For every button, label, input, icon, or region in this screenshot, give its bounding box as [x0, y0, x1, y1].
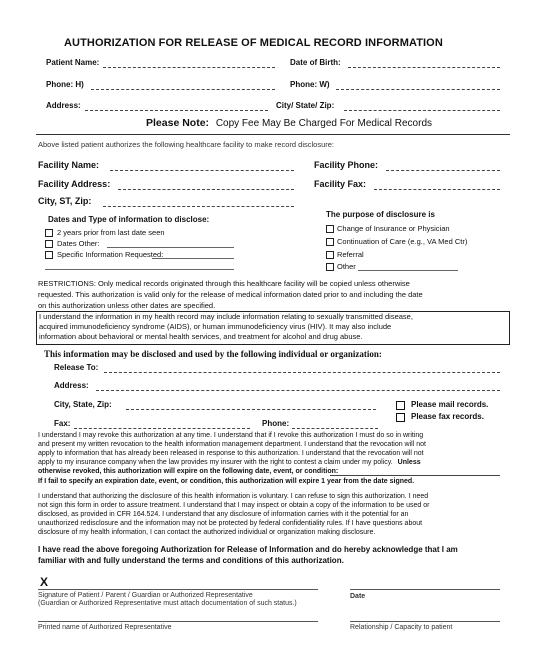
date-of-birth-field[interactable] — [348, 67, 500, 68]
notice-line: information about behavioral or mental health services, and treatment for alcohol and drug abuse. — [39, 332, 363, 341]
notice-line: I understand the information in my health record may include information relating to sexually transmitted disease, — [39, 312, 413, 321]
voluntary-line: unauthorized redisclosure and the information may not be protected by federal confidentiality rules. If I have questions about — [38, 520, 423, 527]
dates-other-field[interactable] — [107, 247, 234, 248]
specific-information-field[interactable] — [152, 258, 234, 259]
facility-phone-label: Facility Phone: — [314, 160, 379, 170]
release-fax-field[interactable] — [74, 428, 250, 429]
purpose-option-label: Other — [337, 262, 356, 271]
purpose-other-field[interactable] — [358, 270, 458, 271]
voluntary-line: I understand that authorizing the disclosure of this health information is voluntary. I can refuse to sign this authorization. I need — [38, 493, 429, 500]
voluntary-line: not sign this form in order to assure treatment. I understand that I may inspect or obtain a copy of the information to be used or — [38, 502, 430, 509]
patient-name-label: Patient Name: — [46, 58, 100, 67]
phone-home-label: Phone: H) — [46, 80, 84, 89]
dates-heading: Dates and Type of information to disclose: — [48, 215, 210, 224]
signature-caption: Signature of Patient / Parent / Guardian or Authorized Representative — [38, 592, 253, 599]
address-field[interactable] — [85, 110, 268, 111]
release-address-field[interactable] — [96, 390, 500, 391]
release-phone-label: Phone: — [262, 419, 290, 428]
release-fax-label: Fax: — [54, 419, 71, 428]
signature-x-mark: X — [40, 575, 49, 589]
purpose-option-label: Referral — [337, 250, 364, 259]
voluntary-line: disclosure of my health information, I can contact the authorized individual or organization making disclosure. — [38, 529, 376, 536]
dates-option-label: Specific Information Requested: — [57, 250, 164, 259]
city-state-zip-label: City/ State/ Zip: — [276, 101, 335, 110]
dates-option-checkbox[interactable] — [45, 240, 53, 248]
signature-line[interactable] — [38, 589, 318, 590]
restrictions-line: on this authorization unless other dates are specified. — [38, 301, 216, 310]
acknowledgement-line: I have read the above foregoing Authorization for Release of Information and do hereby acknowledge that I am — [38, 545, 458, 554]
address-label: Address: — [46, 101, 81, 110]
facility-city-field[interactable] — [103, 206, 294, 207]
revocation-line — [38, 459, 421, 466]
purpose-heading: The purpose of disclosure is — [326, 210, 435, 219]
purpose-option-checkbox[interactable] — [326, 238, 334, 246]
facility-city-label: City, ST, Zip: — [38, 196, 92, 206]
authorization-intro: Above listed patient authorizes the following healthcare facility to make record disclosure: — [38, 140, 334, 149]
voluntary-line: disclosed, as provided in CFR 164.524. I understand that any disclosure of information carries with it the potential for an — [38, 511, 409, 518]
release-city-field[interactable] — [126, 409, 376, 410]
release-to-field[interactable] — [104, 372, 500, 373]
patient-name-field[interactable] — [103, 67, 275, 68]
city-state-zip-field[interactable] — [344, 110, 500, 111]
signature-caption-note: (Guardian or Authorized Representative must attach documentation of such status.) — [38, 600, 297, 607]
phone-work-field[interactable] — [336, 89, 500, 90]
document-title: AUTHORIZATION FOR RELEASE OF MEDICAL RECORD INFORMATION — [64, 37, 443, 49]
purpose-option-label: Change of Insurance or Physician — [337, 224, 450, 233]
revocation-text: apply to my insurance company when the law provides my insurer with the right to contest a claim under my policy. — [38, 459, 393, 466]
phone-work-label: Phone: W) — [290, 80, 330, 89]
facility-fax-field[interactable] — [374, 189, 500, 190]
release-to-label: Release To: — [54, 363, 99, 372]
specific-information-field-line2[interactable] — [45, 269, 234, 270]
facility-fax-label: Facility Fax: — [314, 179, 367, 189]
revocation-line: I understand I may revoke this authorization at any time. I understand that if I revoke this authorization I must do so in writing — [38, 432, 424, 439]
disclosure-heading: This information may be disclosed and used by the following individual or organization: — [44, 349, 382, 359]
release-address-label: Address: — [54, 381, 89, 390]
dates-option-label: Dates Other: — [57, 239, 100, 248]
note-label: Please Note: — [146, 117, 210, 129]
fax-records-label: Please fax records. — [411, 412, 484, 421]
purpose-option-checkbox[interactable] — [326, 225, 334, 233]
date-line[interactable] — [350, 589, 500, 590]
purpose-option-checkbox[interactable] — [326, 263, 334, 271]
divider — [36, 134, 510, 135]
note-text: Copy Fee May Be Charged For Medical Records — [215, 118, 433, 129]
dates-option-checkbox[interactable] — [45, 229, 53, 237]
expiration-field[interactable] — [330, 475, 500, 476]
mail-records-label: Please mail records. — [411, 400, 489, 409]
purpose-option-checkbox[interactable] — [326, 251, 334, 259]
printed-name-caption: Printed name of Authorized Representative — [38, 624, 172, 631]
relationship-line[interactable] — [350, 621, 500, 622]
dates-option-label: 2 years prior from last date seen — [57, 228, 165, 237]
fax-records-checkbox[interactable] — [396, 413, 405, 422]
revocation-line: apply to information that has already been released in response to this authorization. I understand that the revocation will not — [38, 450, 424, 457]
release-phone-field[interactable] — [292, 428, 378, 429]
phone-home-field[interactable] — [91, 89, 275, 90]
facility-address-label: Facility Address: — [38, 179, 111, 189]
facility-phone-field[interactable] — [386, 170, 500, 171]
notice-line: acquired immunodeficiency syndrome (AIDS), or human immunodeficiency virus (HIV). It may also include — [39, 322, 392, 331]
date-caption: Date — [350, 593, 366, 600]
revocation-bold-text: Unless — [397, 459, 421, 466]
printed-name-line[interactable] — [38, 621, 318, 622]
facility-address-field[interactable] — [118, 189, 294, 190]
relationship-caption: Relationship / Capacity to patient — [350, 624, 453, 631]
acknowledgement-line: familiar with and fully understand the terms and conditions of this authorization. — [38, 556, 344, 565]
purpose-option-label: Continuation of Care (e.g., VA Med Ctr) — [337, 237, 468, 246]
facility-name-label: Facility Name: — [38, 160, 100, 170]
restrictions-line: RESTRICTIONS: Only medical records originated through this healthcare facility will be copied unless otherwise — [38, 279, 410, 288]
copy-fee-note — [146, 118, 432, 129]
dates-option-checkbox[interactable] — [45, 251, 53, 259]
facility-name-field[interactable] — [110, 170, 294, 171]
revocation-line: and present my written revocation to the health information management department. I understand that the revocation will not — [38, 441, 426, 448]
mail-records-checkbox[interactable] — [396, 401, 405, 410]
date-of-birth-label: Date of Birth: — [290, 58, 341, 67]
release-city-label: City, State, Zip: — [54, 400, 112, 409]
expiration-line: otherwise revoked, this authorization will expire on the following date, event, or condition: — [38, 468, 339, 475]
restrictions-line: requested. This authorization is valid only for the release of medical information dated prior to and including the date — [38, 290, 423, 299]
expiration-default-line: If I fail to specify an expiration date, event, or condition, this authorization will expire 1 year from the date signed. — [38, 478, 415, 485]
